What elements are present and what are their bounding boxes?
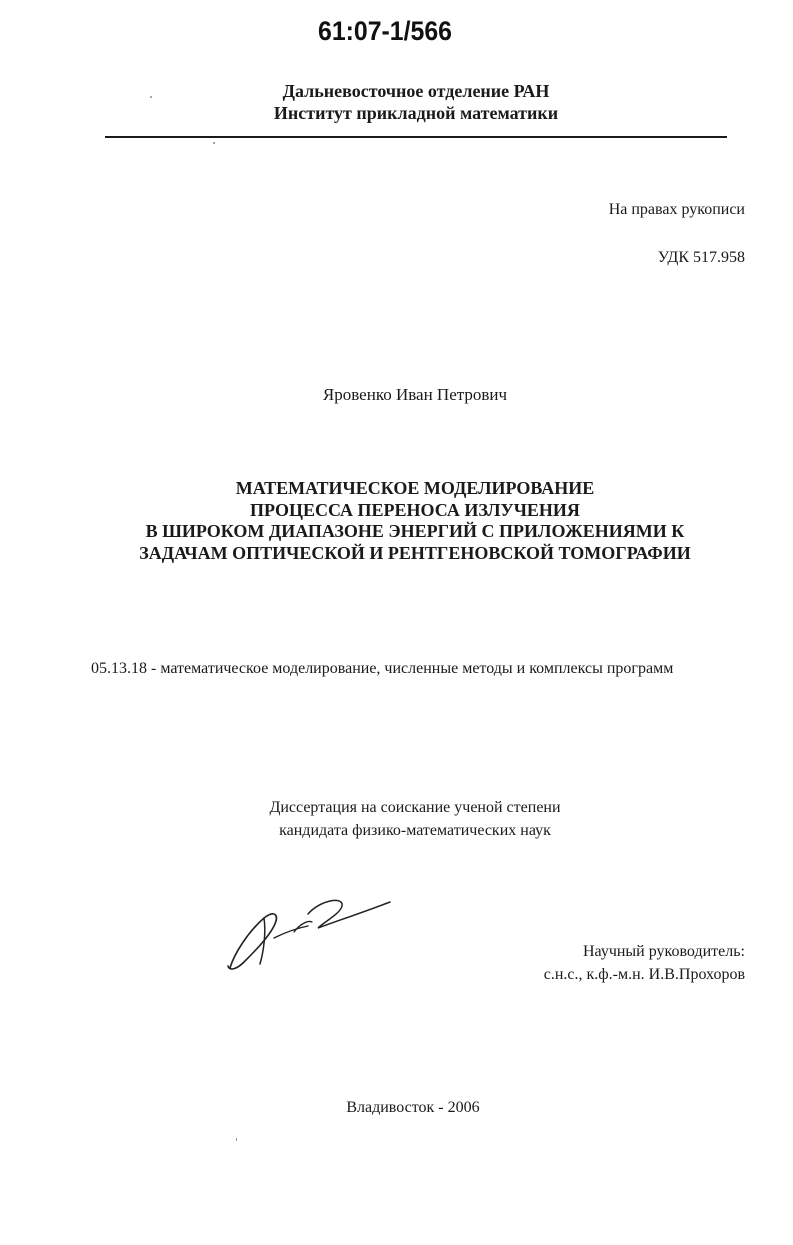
specialty-code: 05.13.18 - математическое моделирование, численные методы и комплексы программ: [91, 660, 674, 677]
organization-line-2: Институт прикладной математики: [273, 103, 559, 123]
organization-header: [0, 80, 793, 124]
scan-speck: [150, 96, 152, 98]
supervisor-block: [544, 940, 745, 986]
title-line: В ШИРОКОМ ДИАПАЗОНЕ ЭНЕРГИЙ С ПРИЛОЖЕНИЯМИ К: [145, 521, 685, 541]
header-divider: [105, 136, 727, 138]
city-year: Владивосток - 2006: [346, 1099, 480, 1116]
organization-line-1: Дальневосточное отделение РАН: [282, 81, 550, 101]
degree-statement: [0, 796, 793, 842]
title-line: ПРОЦЕССА ПЕРЕНОСА ИЗЛУЧЕНИЯ: [250, 499, 580, 520]
title-line: МАТЕМАТИЧЕСКОЕ МОДЕЛИРОВАНИЕ: [235, 478, 595, 498]
degree-line-2: кандидата физико-математических наук: [279, 822, 551, 839]
handwritten-signature: [224, 892, 394, 979]
archive-code: 61:07-1/566: [318, 16, 452, 46]
degree-line-1: Диссертация на соискание ученой степени: [269, 799, 561, 816]
udc-code: УДК 517.958: [657, 249, 745, 266]
scan-speck: [236, 1138, 237, 1141]
supervisor-name: с.н.с., к.ф.-м.н. И.В.Прохоров: [543, 966, 745, 983]
thesis-title: [0, 478, 793, 564]
signature-icon: [224, 892, 394, 974]
author-name: Яровенко Иван Петрович: [322, 385, 508, 404]
rights-note: На правах рукописи: [608, 201, 745, 218]
scan-speck: [213, 142, 215, 144]
title-line: ЗАДАЧАМ ОПТИЧЕСКОЙ И РЕНТГЕНОВСКОЙ ТОМОГРАФИИ: [139, 542, 691, 563]
supervisor-label: Научный руководитель:: [582, 943, 745, 960]
